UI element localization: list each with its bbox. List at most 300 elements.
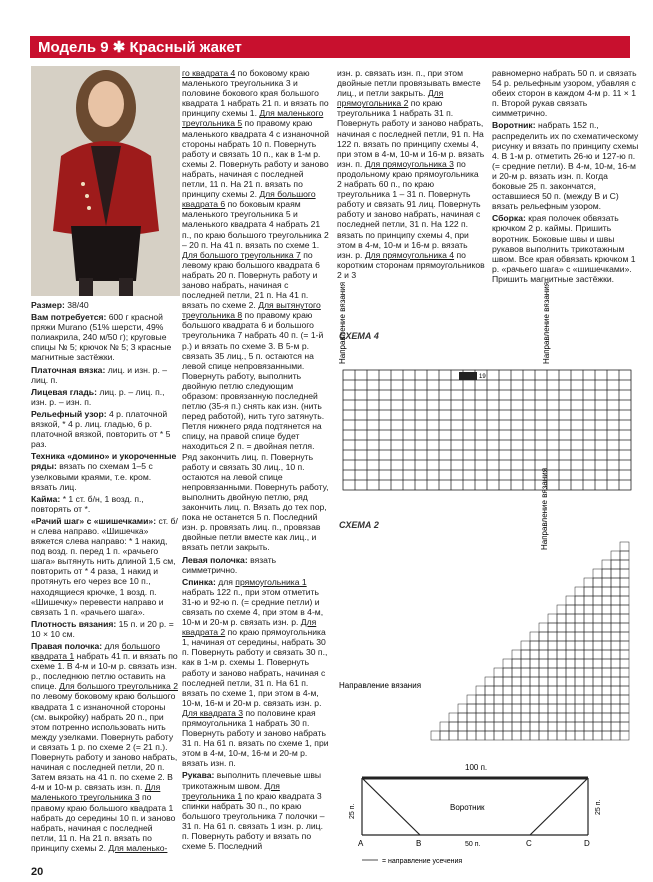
schema-2-cell [620, 551, 629, 560]
schema-4-cell [427, 390, 439, 400]
collar-label: Воротник: [492, 120, 536, 131]
collar-diagram [350, 760, 620, 870]
schema-2-cell [575, 587, 584, 596]
schema-2-cell [440, 722, 449, 731]
schema-2-cell [449, 713, 458, 722]
schema-4-cell [463, 450, 475, 460]
schema-4-cell [475, 400, 487, 410]
right-link-4: Для маленько- [108, 842, 168, 853]
sleeve-label: Рукава: [182, 770, 215, 781]
schema-2-cell [593, 731, 602, 740]
schema-4-cell [595, 400, 607, 410]
plat-text: лиц. и изн. р. – лиц. п. [31, 364, 167, 385]
schema-2-cell [512, 731, 521, 740]
schema-4-cell [583, 370, 595, 380]
schema-2-cell [611, 569, 620, 578]
left-text: вязать симметрично. [182, 554, 277, 575]
col4-text-a: равномерно набрать 50 п. и связать 54 р. рельефным узором, убавляя с обеих сторон в каждом 4-м р. 11 × 1 п. Второй рукав связать симметрично. [492, 68, 637, 119]
schema-4-cell [415, 380, 427, 390]
schema-4-cell [367, 450, 379, 460]
schema-4-cell [367, 430, 379, 440]
schema-4-cell [379, 410, 391, 420]
schema-4-cell [619, 420, 631, 430]
schema-4-cell [619, 480, 631, 490]
schema-2-cell [512, 677, 521, 686]
back-text-4: по половине края прямоугольника 1 набрать 30 п. Повернуть работу и заново набрать 31 п. На 61 п. вязать по схеме 1, при этом в 4-м, 10-м, 16-м и 20-м р. вязать изн. п. [182, 707, 329, 769]
schema-4-cell [547, 390, 559, 400]
schema-4-cell [499, 460, 511, 470]
schema-4-cell [355, 440, 367, 450]
schema-2-cell [620, 623, 629, 632]
schema-4-cell [367, 400, 379, 410]
schema-4-cell [439, 410, 451, 420]
schema-4-cell [619, 370, 631, 380]
schema-4-cell [379, 440, 391, 450]
schema-4-cell [595, 390, 607, 400]
schema-2-cell [530, 722, 539, 731]
schema-2-cell [557, 695, 566, 704]
schema-2-cell [458, 731, 467, 740]
schema-4-cell [463, 390, 475, 400]
schema-4-cell [475, 420, 487, 430]
schema-2-cell [539, 623, 548, 632]
schema-2-cell [548, 731, 557, 740]
schema-4-cell [451, 400, 463, 410]
schema-4-cell [487, 450, 499, 460]
schema-4-cell [403, 430, 415, 440]
back-link-1: прямоугольника 1 [235, 576, 307, 587]
schema-2-cell [557, 659, 566, 668]
schema-4-cell [415, 470, 427, 480]
schema-4-cell [451, 450, 463, 460]
schema-4-cell [619, 440, 631, 450]
schema-4-cell [595, 420, 607, 430]
schema-4-cell [571, 450, 583, 460]
schema-4-cell [511, 410, 523, 420]
schema-4-cell [451, 420, 463, 430]
schema-4-cell [475, 480, 487, 490]
schema-4-cell [619, 430, 631, 440]
schema-4-cell [511, 370, 523, 380]
schema-2-cell [593, 587, 602, 596]
schema-4-cell [595, 450, 607, 460]
schema-2-cell [557, 704, 566, 713]
schema-4-cell [427, 470, 439, 480]
schema-4-cell [511, 430, 523, 440]
schema-4-cell [571, 430, 583, 440]
schema-2-cells [431, 542, 629, 740]
schema-2-cell [521, 704, 530, 713]
schema-2-cell [611, 632, 620, 641]
schema-2-cell [530, 686, 539, 695]
schema-4-cell [415, 440, 427, 450]
schema-4-cell [523, 480, 535, 490]
schema-4-cell [547, 380, 559, 390]
schema-4-cell [463, 430, 475, 440]
schema-2-cell [611, 713, 620, 722]
schema-4-cell [499, 480, 511, 490]
schema-2-cell [530, 704, 539, 713]
kaima-text: * 1 ст. б/н, 1 возд. п., повторять от *. [31, 493, 144, 514]
schema-4-cell [463, 460, 475, 470]
schema-4-cell [367, 480, 379, 490]
col2-link-d: Для большого треугольника 7 [182, 249, 301, 260]
schema-2-cell [539, 713, 548, 722]
schema-4-cell [355, 450, 367, 460]
schema-4-cell [403, 400, 415, 410]
schema-4-cell [607, 380, 619, 390]
schema-4-cell [595, 460, 607, 470]
schema-2-cell [620, 596, 629, 605]
collar-center-label: Воротник [450, 803, 485, 812]
schema-2-cell [602, 587, 611, 596]
schema-2-cell [584, 668, 593, 677]
page-header-bar [30, 36, 630, 58]
schema-2-cell [584, 677, 593, 686]
schema-4-cell [427, 370, 439, 380]
schema-2-cell [584, 641, 593, 650]
schema-2-cell [512, 668, 521, 677]
schema-4-cell [367, 460, 379, 470]
schema-4-cell [475, 410, 487, 420]
schema-2-cell [593, 605, 602, 614]
schema-2-cell [602, 659, 611, 668]
schema-4-cell [595, 430, 607, 440]
rachiy-text: ст. б/н слева направо. «Шишечка» вяжется слева направо: * 1 накид, под возд. п. перед 1 п. «рачьего шага» вытянуть нить длиной 1,5 см, повторить от * 4 раза, 1 накид и протянуть его через все 10 п., находящиеся крючке, 1 возд. п. «Шишечку» перевести направо и связать 1 п. «рачьего шага». [31, 515, 178, 617]
schema-2-cell [593, 659, 602, 668]
schema-4-cell [499, 410, 511, 420]
schema-2-cell [539, 731, 548, 740]
schema-4-cell [559, 400, 571, 410]
schema-2-cell [620, 578, 629, 587]
schema-2-cell [548, 659, 557, 668]
schema-4-cell [415, 390, 427, 400]
schema-4-cell [451, 470, 463, 480]
schema-4-cell [367, 380, 379, 390]
lic-label: Лицевая гладь: [31, 386, 97, 397]
schema-2-cell [512, 704, 521, 713]
schema-2-cell [593, 632, 602, 641]
schema-2-cell [611, 722, 620, 731]
schema-2-cell [593, 704, 602, 713]
schema-2-cell [503, 677, 512, 686]
schema-4-cell [379, 420, 391, 430]
schema-4-cell [559, 470, 571, 480]
schema-4-cell [583, 390, 595, 400]
schema-2-cell [548, 641, 557, 650]
schema-4-cell [439, 380, 451, 390]
schema-4-cell [415, 480, 427, 490]
schema-4-cell [535, 370, 547, 380]
schema-4-cell [463, 440, 475, 450]
schema-4-cell [535, 380, 547, 390]
schema-4-cell [463, 400, 475, 410]
text-column-2 [182, 68, 330, 868]
col2-text-d: по левому краю большого квадрата 6 набрать 20 п. Повернуть работу и заново набрать, начиная с последней петли, 21 п. На 41 п. вязать по схеме 2. [182, 249, 320, 311]
schema-2-dir-top: Направление вязания [540, 467, 549, 550]
schema-2-cell [503, 695, 512, 704]
domino-text: вязать по схемам 1–5 с узелковыми краями, т.е. кром. вязать лиц. [31, 461, 153, 492]
schema-2-cell [593, 596, 602, 605]
back-text-3: по краю прямоугольника 1, начиная от середины, набрать 30 п. Повернуть работу и связать 30 п., как в 1-м р. схемы 1. Повернуть работу и заново набрать, начиная с последней петли, 31 п. На 61 п. вязать по схеме 1, при этом в 4-м, 10-м, 16-м и 20-м р. связать изн. р. [182, 627, 328, 708]
schema-4-cell [451, 440, 463, 450]
schema-2-cell [584, 650, 593, 659]
schema-4-cell [595, 380, 607, 390]
schema-2-cell [566, 677, 575, 686]
schema-4-cell [415, 410, 427, 420]
schema-2-cell [476, 686, 485, 695]
back-text-1: для [218, 576, 236, 587]
schema-4-cell [535, 400, 547, 410]
schema-4-cell [583, 430, 595, 440]
schema-2-cell [494, 677, 503, 686]
col3-text-a: изн. р. связать изн. п., при этом двойные петли провязывать вместе лиц., и петли закрыть. [337, 68, 481, 99]
schema-4-cell [559, 460, 571, 470]
schema-2-cell [566, 686, 575, 695]
right-label: Правая полочка: [31, 641, 103, 651]
schema-4-cell [439, 450, 451, 460]
kaima-label: Кайма: [31, 493, 61, 504]
schema-2-cell [467, 695, 476, 704]
schema-2-cell [521, 650, 530, 659]
schema-2-cell [575, 650, 584, 659]
schema-4-cell [391, 420, 403, 430]
schema-2-cell [458, 722, 467, 731]
schema-4-cell [439, 460, 451, 470]
schema-4-cell [439, 400, 451, 410]
schema-2-cell [620, 605, 629, 614]
schema-4-cell [547, 410, 559, 420]
schema-4-cell [403, 410, 415, 420]
schema-4-cell [619, 380, 631, 390]
schema-2-cell [548, 632, 557, 641]
schema-2-cell [512, 695, 521, 704]
schema-4-cell [355, 390, 367, 400]
schema-4-cell [415, 430, 427, 440]
col2-link-c: Для большого квадрата 6 [182, 189, 316, 210]
schema-2-cell [611, 623, 620, 632]
schema-2-cell [557, 623, 566, 632]
schema-4-cell [439, 440, 451, 450]
schema-4-cell [391, 460, 403, 470]
right-link-1: большого квадрата 1 [31, 641, 160, 662]
schema-4-cell [427, 440, 439, 450]
schema-2-cell [602, 668, 611, 677]
schema-4-cell [451, 460, 463, 470]
schema-2-cell [512, 713, 521, 722]
schema-4-cell [463, 480, 475, 490]
rel-text: 4 р. платочной вязкой, * 4 р. лиц. гладью, 6 р. платочной вязкой, повторить от * 5 раз. [31, 408, 171, 450]
schema-2-cell [620, 695, 629, 704]
assembly-text: края полочек обвязать крючком 2 р. каймы. Пришить воротник. Боковые швы и швы рукавов выполнить трикотажным швом. Все края обвязать крючком 1 р. «рачьего шага» с «шишечками». Пришить магнитные застёжки. [492, 213, 636, 284]
schema-4-cell [487, 380, 499, 390]
schema-2-cell [602, 713, 611, 722]
model-illustration [31, 66, 180, 296]
schema-4-cell [379, 470, 391, 480]
schema-2-cell [611, 596, 620, 605]
schema-4-cell [403, 460, 415, 470]
col3-link-c: Для прямоугольника 4 [364, 249, 455, 260]
schema-4-cell [415, 420, 427, 430]
schema-4-cell [595, 410, 607, 420]
schema-2-cell [602, 632, 611, 641]
schema-4-cell [343, 400, 355, 410]
schema-2-cell [584, 632, 593, 641]
schema-2-cell [575, 668, 584, 677]
schema-4-cell [571, 380, 583, 390]
schema-2-cell [620, 686, 629, 695]
schema-4-cell [559, 450, 571, 460]
schema-4-cell [607, 470, 619, 480]
schema-2-cell [548, 722, 557, 731]
schema-2-cell [476, 722, 485, 731]
schema-2-cell [521, 731, 530, 740]
back-link-3: Для квадрата 3 [182, 707, 244, 718]
schema-2-cell [557, 668, 566, 677]
schema-2-cell [620, 560, 629, 569]
schema-4-cell [403, 480, 415, 490]
schema-4-cell [535, 410, 547, 420]
right-link-2: Для большого треугольника 2 [59, 681, 178, 692]
schema-4-cell [523, 430, 535, 440]
schema-2-cell [602, 722, 611, 731]
schema-4-cell [391, 470, 403, 480]
schema-4-cell [547, 370, 559, 380]
schema-2-cell [575, 713, 584, 722]
model-photo [31, 66, 180, 296]
schema-2-cell [512, 659, 521, 668]
schema-4-cells [343, 370, 631, 490]
schema-4-cell [403, 470, 415, 480]
schema-2-cell [521, 695, 530, 704]
schema-2-cell [548, 668, 557, 677]
schema-2-cell [593, 623, 602, 632]
schema-2-cell [494, 686, 503, 695]
schema-2-cell [575, 686, 584, 695]
schema-4-cell [379, 400, 391, 410]
schema-4-cell [427, 420, 439, 430]
schema-2-cell [566, 695, 575, 704]
schema-2-cell [611, 641, 620, 650]
schema-2-cell [602, 596, 611, 605]
schema-4-cell [355, 410, 367, 420]
schema-2-cell [539, 650, 548, 659]
schema-4-cell [535, 420, 547, 430]
schema-2-cell [602, 623, 611, 632]
text-column-1 [31, 300, 179, 860]
schema-4-cell [511, 450, 523, 460]
schema-2-cell [503, 668, 512, 677]
schema-4-cell [511, 470, 523, 480]
schema-2-cell [512, 686, 521, 695]
schema-4-cell [343, 460, 355, 470]
right-link-3: Для маленького треугольника 3 [31, 782, 161, 803]
schema-4-cell [427, 410, 439, 420]
schema-2-cell [467, 722, 476, 731]
schema-2-cell [449, 731, 458, 740]
schema-2-cell [503, 713, 512, 722]
schema-2-cell [476, 704, 485, 713]
schema-4-cell [487, 460, 499, 470]
sleeve-link-1: Для треугольника 1 [182, 780, 280, 801]
schema-2-cell [557, 722, 566, 731]
text-column-4 [492, 68, 640, 338]
schema-2-cell [512, 650, 521, 659]
back-link-2: Для квадрата 2 [182, 617, 317, 638]
schema-4-cell [571, 410, 583, 420]
schema-2-cell [494, 731, 503, 740]
schema-2-cell [584, 704, 593, 713]
schema-4-cell [559, 380, 571, 390]
col2-text-c: по боковым краям маленького треугольника 5 и маленького квадрата 4 набрать 21 п., по краю большого треугольника 2 – 20 п. На 41 п. вязать по схеме 1. [182, 199, 329, 250]
col2-text-e: по правому краю большого квадрата 6 и большого треугольника 7 набрать 40 п. (= 1-й р.) и вязать по схеме 3. В 5-м р. связать 35 лиц., 5 п. остаются на левой спице непровязанными. Повернуть работу, выполнить двойную петлю следующим образом: провязанную последней петлю (35-я п.) снять как изн. (нить перед работой), нить туго затянуть. Петля нижнего ряда подтянется на спицу, на правой спице будет находиться 2 п. = двойная петля. Ряд закончить лиц. п. Повернуть работу и связать 30 лиц., 10 п. остаются на левой спице непровязанными. Повернуть работу, выполнить двойную петлю, ряд закончить лиц. п. Вязать до тех пор, пока не останется 5 п. Последний изн. р. провязать лиц. п., провязав двойные петли вместе как лиц., и вязать петли закрыть. [182, 310, 329, 553]
schema-4-cell [571, 470, 583, 480]
schema-2-cell [611, 560, 620, 569]
schema-4-cell [343, 430, 355, 440]
schema-4-cell [487, 470, 499, 480]
schema-4-cell [487, 440, 499, 450]
schema-4-cell [355, 370, 367, 380]
col3-text-c: по продольному краю прямоугольника 2 набрать 60 п., по краю треугольника 1 – 31 п. Повернуть работу и связать 91 лиц. Повернуть работу и заново набрать, начиная с последней петли, 31 п. На 122 п. вязать по принципу схемы 4, при этом в 4-м, 10-м и 16-м р. вязать изн. р. [337, 158, 481, 260]
schema-4-cell [403, 450, 415, 460]
schema-2-cell [611, 587, 620, 596]
schema-4-cell [367, 420, 379, 430]
schema-4-cell [499, 420, 511, 430]
schema-2-cell [611, 614, 620, 623]
schema-2-cell [575, 596, 584, 605]
schema-2-cell [575, 677, 584, 686]
schema-2-cell [575, 623, 584, 632]
schema-4-cell [523, 460, 535, 470]
schema-2-cell [548, 623, 557, 632]
materials-text: 600 г красной пряжи Murano (51% шерсти, 49% полиакрила, 240 м/50 г); круговые спицы № 5; крючок № 5; 3 красные магнитные застёжки. [31, 312, 172, 363]
schema-4-cell [427, 450, 439, 460]
schema-2-cell [485, 713, 494, 722]
schema-2-cell [557, 650, 566, 659]
schema-2-cell [584, 731, 593, 740]
schema-4-cell [487, 430, 499, 440]
schema-4-cell [427, 480, 439, 490]
right-text-2: набрать 41 п. и вязать по схеме 1. В 4-м и 10-м р. связать изн. р., последнюю петлю оставить на спице. [31, 651, 178, 692]
schema-2-cell [575, 605, 584, 614]
density-text: 15 п. и 20 р. = 10 × 10 см. [31, 618, 174, 639]
schema-4-cell [439, 370, 451, 380]
schema-4-cell [439, 420, 451, 430]
schema-4-marker-19: 19 [479, 374, 486, 380]
schema-2-cell [620, 569, 629, 578]
schema-2-cell [485, 731, 494, 740]
schema-4-cell [607, 410, 619, 420]
schema-4-cell [571, 460, 583, 470]
schema-4-cell [559, 410, 571, 420]
schema-2-cell [584, 623, 593, 632]
schema-2-cell [620, 632, 629, 641]
schema-4-cell [547, 400, 559, 410]
schema-2-cell [539, 695, 548, 704]
schema-4-cell [523, 450, 535, 460]
schema-4-cell [391, 390, 403, 400]
schema-2-cell [566, 659, 575, 668]
collar-point-a: A [358, 839, 364, 848]
schema-4-cell [343, 440, 355, 450]
schema-2-cell [611, 686, 620, 695]
schema-4-cell [391, 400, 403, 410]
schema-2-cell [503, 722, 512, 731]
schema-4-cell [583, 470, 595, 480]
schema-2-cell [611, 695, 620, 704]
schema-2-cell [476, 713, 485, 722]
assembly-label: Сборка: [492, 213, 526, 224]
